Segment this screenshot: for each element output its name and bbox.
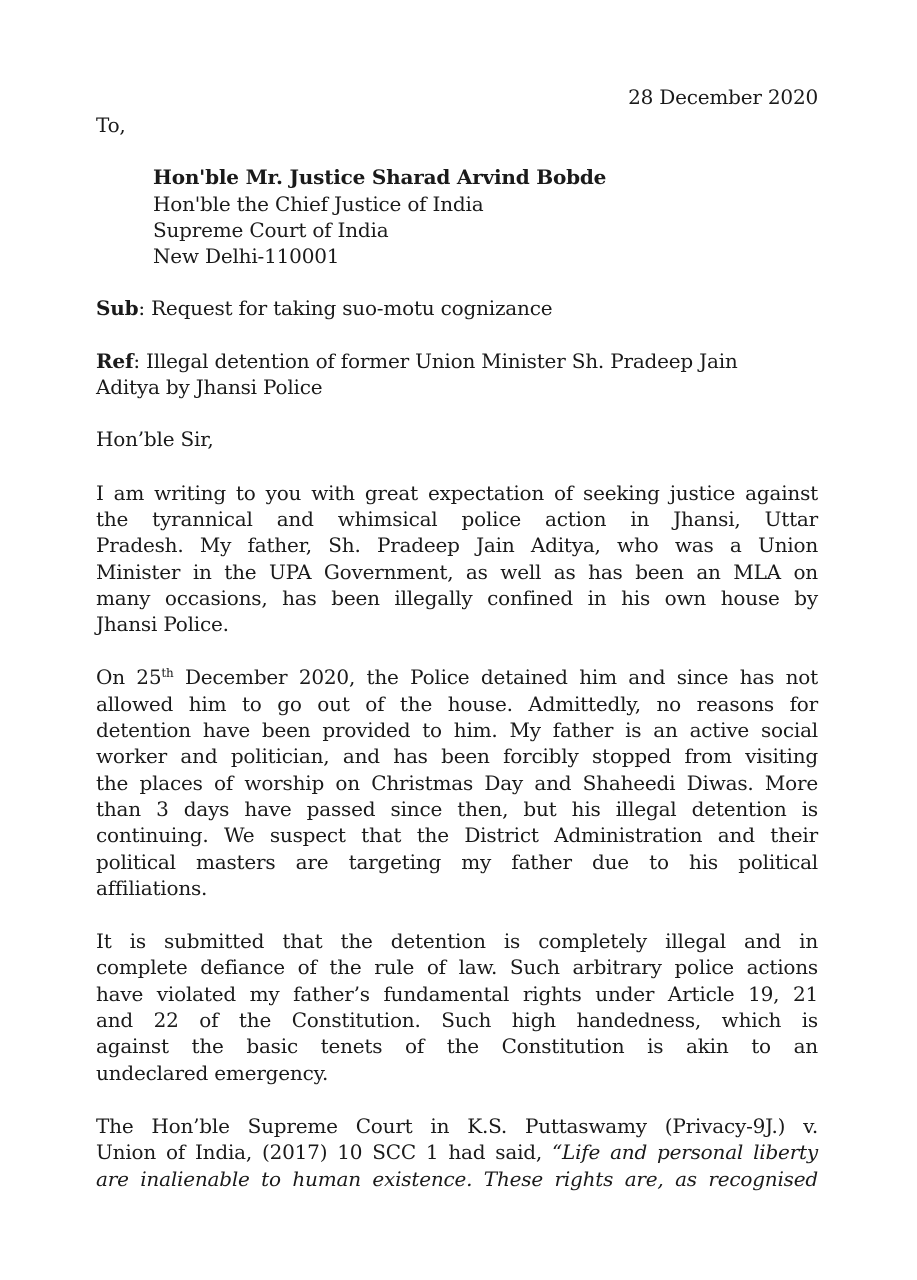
greeting: Hon’ble Sir, — [96, 427, 214, 452]
paragraph-line: The Hon’ble Supreme Court in K.S. Puttaswamy (Privacy-9J.) v. — [96, 1113, 818, 1138]
paragraph-line: Jhansi Police. — [96, 612, 229, 637]
subject-line — [96, 295, 818, 321]
quote-line: are inalienable to human existence. These rights are, as recognised — [96, 1166, 818, 1191]
date-prefix: On 25 — [96, 665, 162, 690]
paragraph-line: undeclared emergency. — [96, 1060, 329, 1085]
paragraph-line: complete defiance of the rule of law. Such arbitrary police actions — [96, 955, 818, 980]
reference-line-2: Aditya by Jhansi Police — [96, 375, 323, 400]
paragraph-line: against the basic tenets of the Constitution is akin to an — [96, 1034, 818, 1059]
paragraph-line: the tyrannical and whimsical police action in Jhansi, Uttar — [96, 506, 818, 531]
paragraph-line: political masters are targeting my father due to his political — [96, 849, 818, 874]
addressee-block — [153, 164, 818, 269]
paragraph-line: I am writing to you with great expectation of seeking justice against — [96, 480, 818, 505]
letter-page — [96, 84, 818, 1192]
paragraph-line: worker and politician, and has been forcibly stopped from visiting — [96, 744, 818, 769]
addressee-city: New Delhi-110001 — [153, 244, 340, 269]
subject-label: Sub — [96, 296, 139, 321]
paragraph-3 — [96, 928, 818, 1086]
paragraph-line — [96, 1139, 818, 1165]
paragraph-line — [96, 664, 818, 690]
paragraph-line: continuing. We suspect that the District Administration and their — [96, 823, 818, 848]
paragraph-4 — [96, 1113, 818, 1192]
addressee-court: Supreme Court of India — [153, 217, 389, 242]
paragraph-2 — [96, 664, 818, 901]
quote-text: “Life and personal liberty — [551, 1140, 818, 1165]
paragraph-line: the places of worship on Christmas Day and Shaheedi Diwas. More — [96, 770, 818, 795]
subject-text: : Request for taking suo-motu cognizance — [138, 296, 553, 321]
citation-text: Union of India, (2017) 10 SCC 1 had said, — [96, 1140, 552, 1165]
letter-date: 28 December 2020 — [628, 85, 818, 109]
date-rest: December 2020, the Police detained him and since has not — [173, 665, 818, 690]
paragraph-line: than 3 days have passed since then, but his illegal detention is — [96, 796, 818, 821]
paragraph-line: have violated my father’s fundamental rights under Article 19, 21 — [96, 981, 818, 1006]
paragraph-line: allowed him to go out of the house. Admittedly, no reasons for — [96, 691, 818, 716]
addressee-title: Hon'ble the Chief Justice of India — [153, 191, 484, 216]
paragraph-line: Pradesh. My father, Sh. Pradeep Jain Aditya, who was a Union — [96, 533, 818, 558]
paragraph-line: many occasions, has been illegally confined in his own house by — [96, 585, 818, 610]
paragraph-1 — [96, 480, 818, 638]
paragraph-line: affiliations. — [96, 875, 208, 900]
addressee-name: Hon'ble Mr. Justice Sharad Arvind Bobde — [153, 165, 607, 190]
reference-label: Ref — [96, 348, 134, 373]
reference-text-1: : Illegal detention of former Union Minister Sh. Pradeep Jain — [133, 348, 738, 373]
reference-line-1 — [96, 348, 818, 374]
salutation-to: To, — [96, 113, 126, 137]
paragraph-line: It is submitted that the detention is completely illegal and in — [96, 929, 818, 954]
paragraph-line: and 22 of the Constitution. Such high handedness, which is — [96, 1008, 818, 1033]
ordinal-suffix: th — [161, 666, 174, 681]
paragraph-line: detention have been provided to him. My father is an active social — [96, 718, 818, 743]
paragraph-line: Minister in the UPA Government, as well as has been an MLA on — [96, 559, 818, 584]
